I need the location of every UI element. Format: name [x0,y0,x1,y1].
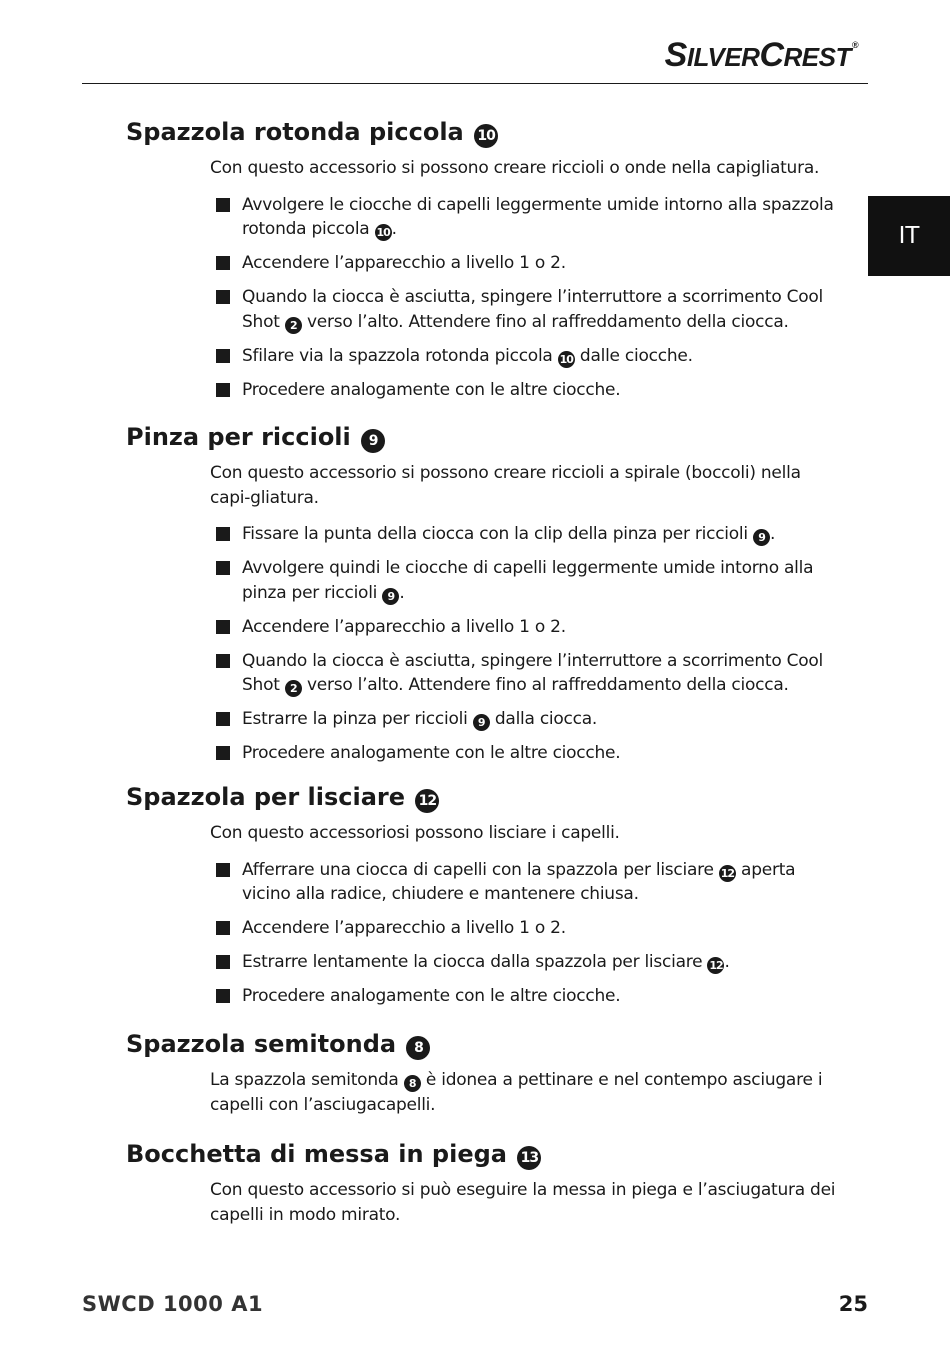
list-item: Estrarre lentamente la ciocca dalla spazzola per lisciare 12 . [126,950,836,975]
section-heading: Bocchetta di messa in piega 13 [126,1139,836,1170]
page-number: 25 [838,1292,868,1316]
list-item: Quando la ciocca è asciutta, spingere l’interruttore a scorrimento Cool Shot 2 verso l’alto. Attendere fino al raffreddamento della ciocca. [126,649,836,698]
part-number-badge: 8 [406,1036,430,1060]
list-item: Estrarre la pinza per riccioli 9 dalla ciocca. [126,707,836,732]
instruction-list [126,193,836,403]
list-item: Fissare la punta della ciocca con la clip della pinza per riccioli 9 . [126,522,836,547]
part-number-badge: 12 [709,959,723,972]
part-number-badge: 2 [285,317,302,334]
section-heading: Spazzola per lisciare 12 [126,782,836,813]
part-number-badge: 9 [753,529,770,546]
section-intro: Con questo accessorio si possono creare riccioli o onde nella capigliatura. [210,158,820,178]
part-number-badge: 12 [415,789,439,813]
part-number-badge: 13 [517,1146,541,1170]
section-bocchetta-messa-in-piega [126,1139,836,1227]
part-number-badge: 12 [720,866,735,880]
part-number-badge: 9 [382,588,399,605]
section-heading: Spazzola rotonda piccola 10 [126,117,836,148]
part-number-badge: 2 [285,680,302,697]
part-number-badge: 10 [559,352,573,366]
list-item: Afferrare una ciocca di capelli con la spazzola per lisciare 12 aperta vicino alla radice, chiudere e mantenere chiusa. [126,858,836,907]
part-number-badge: 9 [361,429,385,453]
list-item: Accendere l’apparecchio a livello 1 o 2. [126,615,836,640]
section-spazzola-per-lisciare [126,782,836,1018]
list-item: Accendere l’apparecchio a livello 1 o 2. [126,251,836,276]
list-item: Quando la ciocca è asciutta, spingere l’interruttore a scorrimento Cool Shot 2 verso l’alto. Attendere fino al raffreddamento della ciocca. [126,285,836,334]
part-number-badge: 10 [376,226,390,239]
part-number-badge: 8 [404,1075,421,1092]
section-spazzola-rotonda-piccola [126,117,836,412]
list-item: Avvolgere quindi le ciocche di capelli leggermente umide intorno alla pinza per riccioli 9 . [126,556,836,605]
instruction-list [126,522,836,766]
section-intro: Con questo accessoriosi possono lisciare i capelli. [210,823,620,843]
list-item: Sfilare via la spazzola rotonda piccola 10 dalle ciocche. [126,344,836,369]
brand-logo: SILVERCREST® [664,36,858,74]
part-number-badge: 9 [473,714,490,731]
list-item: Procedere analogamente con le altre ciocche. [126,984,836,1009]
section-heading: Spazzola semitonda 8 [126,1029,836,1060]
section-spazzola-semitonda [126,1029,836,1117]
list-item: Avvolgere le ciocche di capelli leggermente umide intorno alla spazzola rotonda piccola 10 . [126,193,836,242]
language-tab: IT [868,196,950,276]
section-pinza-per-riccioli [126,422,836,775]
section-intro: La spazzola semitonda 8 è idonea a pettinare e nel contempo asciugare i capelli con l’asciugacapelli. [210,1070,823,1115]
section-intro: Con questo accessorio si può eseguire la messa in piega e l’asciugatura dei capelli in modo mirato. [210,1180,836,1225]
header-rule [82,83,868,84]
footer-model-number: SWCD 1000 A1 [82,1292,264,1316]
section-heading: Pinza per riccioli 9 [126,422,836,453]
section-intro: Con questo accessorio si possono creare riccioli a spirale (boccoli) nella capi-gliatura. [210,463,801,508]
list-item: Procedere analogamente con le altre ciocche. [126,378,836,403]
instruction-list [126,858,836,1009]
list-item: Accendere l’apparecchio a livello 1 o 2. [126,916,836,941]
part-number-badge: 10 [474,124,498,148]
list-item: Procedere analogamente con le altre ciocche. [126,741,836,766]
